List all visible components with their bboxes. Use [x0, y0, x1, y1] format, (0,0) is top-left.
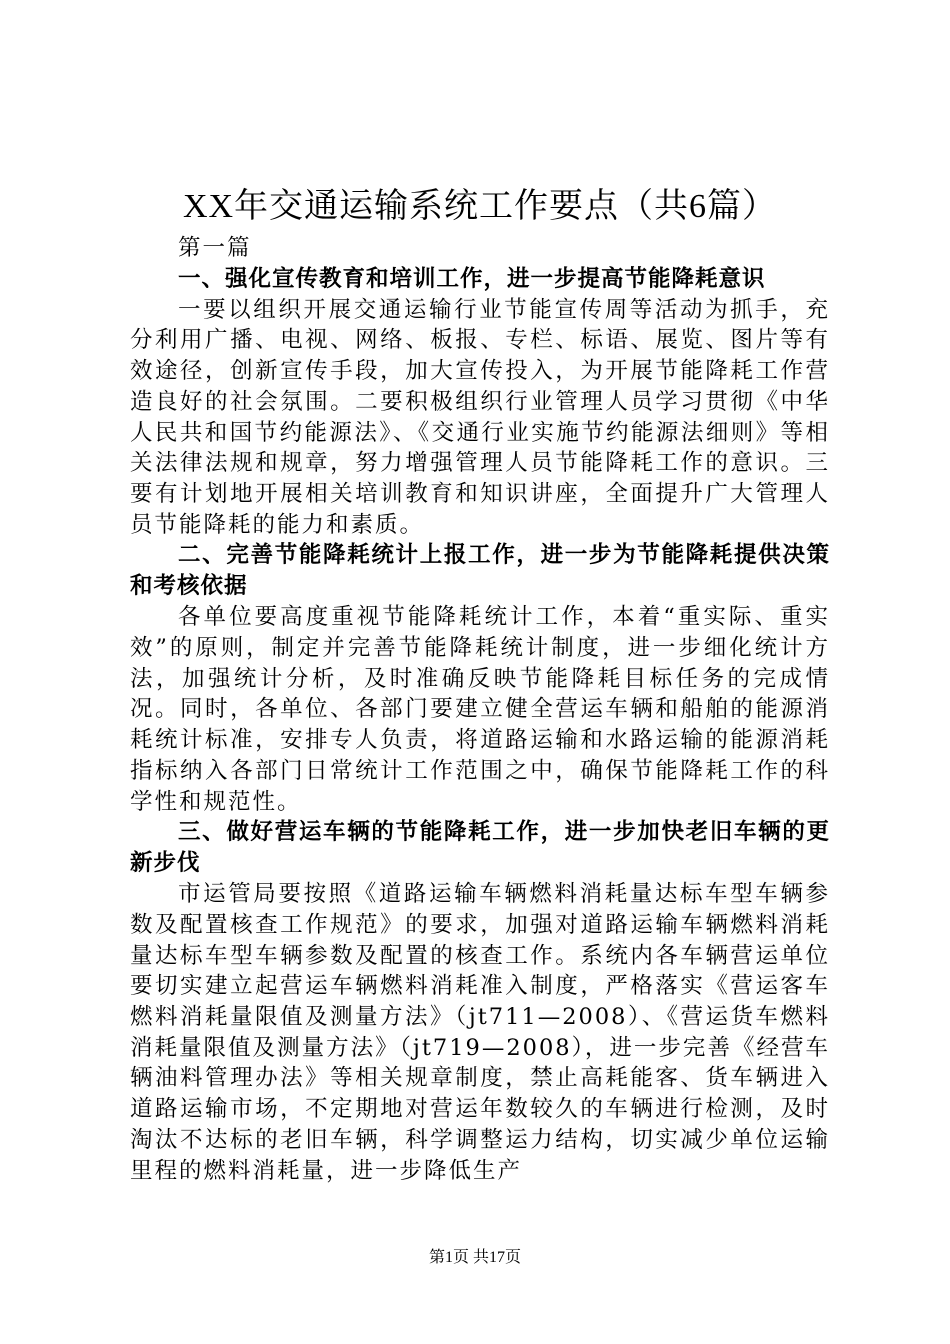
part-label: 第一篇	[178, 235, 252, 261]
section-heading-3: 三、做好营运车辆的节能降耗工作，进一步加快老旧车辆的更新步伐	[130, 819, 830, 877]
section-heading-2: 二、完善节能降耗统计上报工作，进一步为节能降耗提供决策和考核依据	[130, 542, 830, 600]
page-footer: 第1页 共17页	[428, 1249, 521, 1266]
section-paragraph-1: 一要以组织开展交通运输行业节能宣传周等活动为抓手，充分利用广播、电视、网络、板报、专栏、标语、展览、图片等有效途径，创新宣传手段，加大宣传投入，为开展节能降耗工作营造良好的社会氛围。二要积极组织行业管理人员学习贯彻《中华人民共和国节约能源法》、《交通行业实施节约能源法细则》等相关法律法规和规章，努力增强管理人员节能降耗工作的意识。三要有计划地开展相关培训教育和知识讲座，全面提升广大管理人员节能降耗的能力和素质。	[130, 296, 830, 538]
section-paragraph-2: 各单位要高度重视节能降耗统计工作，本着“重实际、重实效”的原则，制定并完善节能降耗统计制度，进一步细化统计方法，加强统计分析，及时准确反映节能降耗目标任务的完成情况。同时，各单位、各部门要建立健全营运车辆和船舶的能源消耗统计标准，安排专人负责，将道路运输和水路运输的能源消耗指标纳入各部门日常统计工作范围之中，确保节能降耗工作的科学性和规范性。	[130, 604, 830, 815]
document-title: XX年交通运输系统工作要点（共6篇）	[182, 188, 778, 225]
section-heading-1: 一、强化宣传教育和培训工作，进一步提高节能降耗意识	[178, 265, 766, 292]
document-body	[130, 233, 830, 1186]
section-paragraph-3: 市运管局要按照《道路运输车辆燃料消耗量达标车型车辆参数及配置核查工作规范》的要求，加强对道路运输车辆燃料消耗量达标车型车辆参数及配置的核查工作。系统内各车辆营运单位要切实建立起营运车辆燃料消耗准入制度，严格落实《营运客车燃料消耗量限值及测量方法》（jt711—2008）、《营运货车燃料消耗量限值及测量方法》（jt719—2008），进一步完善《经营车辆油料管理办法》等相关规章制度，禁止高耗能客、货车辆进入道路运输市场，不定期地对营运年数较久的车辆进行检测，及时淘汰不达标的老旧车辆，科学调整运力结构，切实减少单位运输里程的燃料消耗量，进一步降低生产	[130, 881, 830, 1184]
